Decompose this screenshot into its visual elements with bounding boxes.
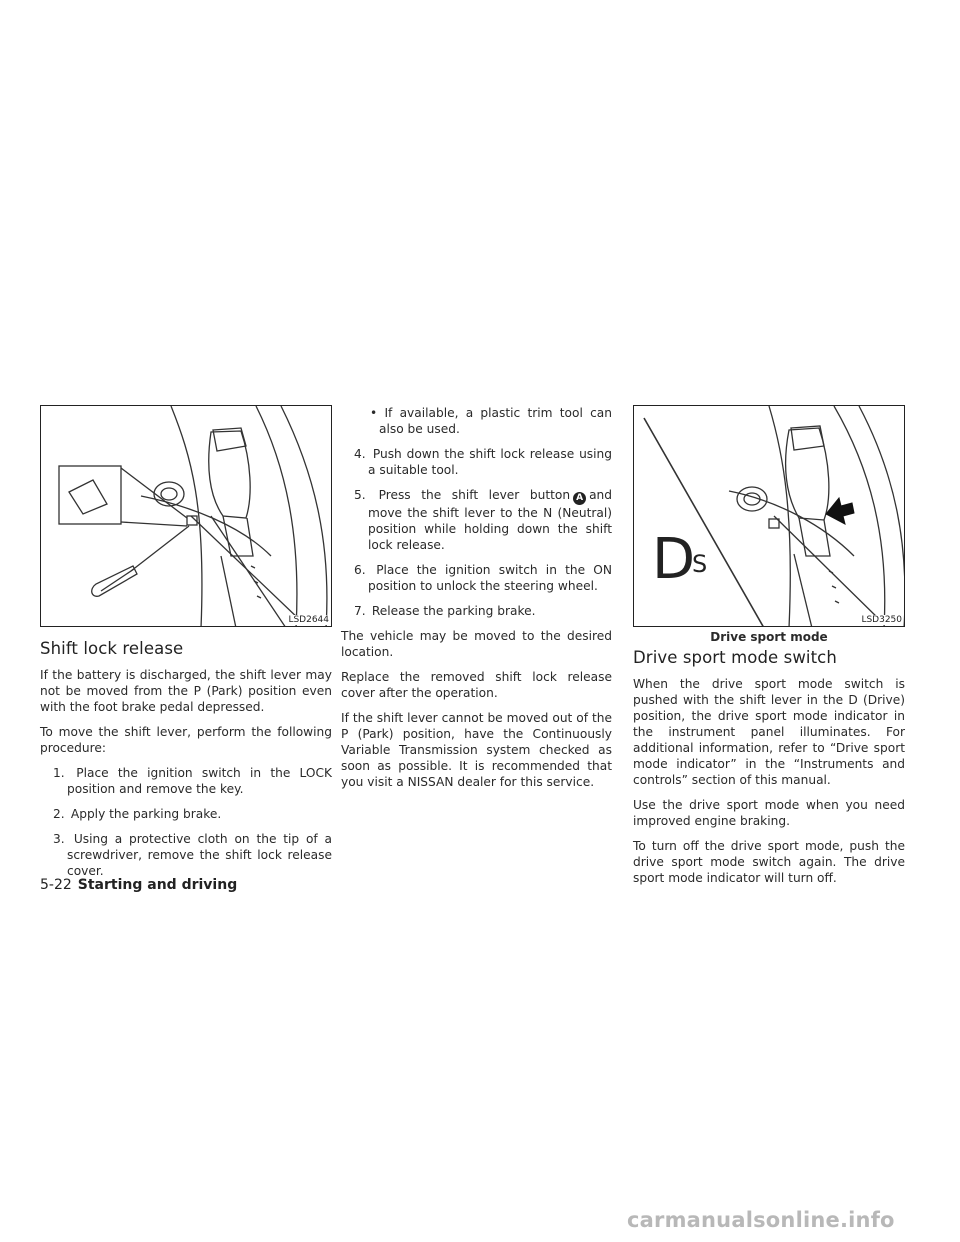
bullet-note: • If available, a plastic trim tool can also be used.	[370, 406, 612, 436]
list-item: 1. Place the ignition switch in the LOCK position and remove the key.	[53, 766, 333, 796]
shift-lock-figure	[40, 405, 332, 627]
ds-symbol-letter: D	[652, 527, 696, 592]
list-item: 6. Place the ignition switch in the ON position to unlock the steering wheel.	[354, 562, 612, 593]
section-heading-drive-sport: Drive sport mode switch	[633, 648, 837, 667]
list-item: 4. Push down the shift lock release using a suitable tool.	[354, 447, 612, 477]
procedure-list	[40, 765, 332, 879]
paragraph: To turn off the drive sport mode, push the drive sport mode switch again. The drive sport mode indicator will turn off.	[633, 839, 905, 885]
page-footer	[40, 877, 237, 893]
paragraph: If the battery is discharged, the shift lever may not be moved from the P (Park) position even with the foot brake pedal depressed.	[40, 668, 332, 714]
drive-sport-figure	[633, 405, 905, 627]
section-title: Starting and driving	[77, 877, 238, 893]
paragraph: When the drive sport mode switch is pushed with the shift lever in the D (Drive) position, the drive sport mode indicator in the instrument panel illuminates. For additional information, refer to “Drive sport mode indicator” in the “Instruments and controls” section of this manual.	[633, 677, 905, 787]
figure-caption: Drive sport mode	[710, 630, 828, 644]
paragraph: To move the shift lever, perform the following procedure:	[40, 725, 332, 755]
shift-lever-illustration	[41, 406, 332, 627]
watermark: carmanualsonline.info	[627, 1208, 895, 1232]
paragraph: Use the drive sport mode when you need improved engine braking.	[633, 798, 905, 828]
list-item: 5. Press the shift lever button A and move the shift lever to the N (Neutral) position while holding down the shift lock release.	[354, 488, 612, 552]
ds-symbol-subscript: S	[692, 550, 708, 578]
middle-column	[341, 405, 612, 799]
list-item: 3. Using a protective cloth on the tip of a screwdriver, remove the shift lock release cover.	[53, 832, 332, 878]
drive-sport-illustration	[634, 406, 905, 627]
right-column	[633, 405, 905, 895]
arrow-icon	[826, 498, 854, 524]
figure-code: LSD3250	[861, 615, 902, 625]
list-item: 7. Release the parking brake.	[354, 603, 536, 618]
list-item: 2. Apply the parking brake.	[53, 807, 222, 821]
callout-a-icon: A	[573, 492, 586, 505]
paragraph: Replace the removed shift lock release cover after the operation.	[341, 669, 612, 700]
procedure-list-continued	[341, 446, 612, 619]
page-number: 5-22	[40, 877, 72, 893]
paragraph: The vehicle may be moved to the desired location.	[341, 628, 612, 659]
section-heading-shift-lock: Shift lock release	[40, 639, 184, 658]
paragraph: If the shift lever cannot be moved out of the P (Park) position, have the Continuously Variable Transmission system checked as soon as possible. It is recommended that you visit a NISSAN dealer for this service.	[341, 710, 612, 789]
left-column	[40, 405, 332, 888]
figure-code: LSD2644	[288, 615, 329, 625]
